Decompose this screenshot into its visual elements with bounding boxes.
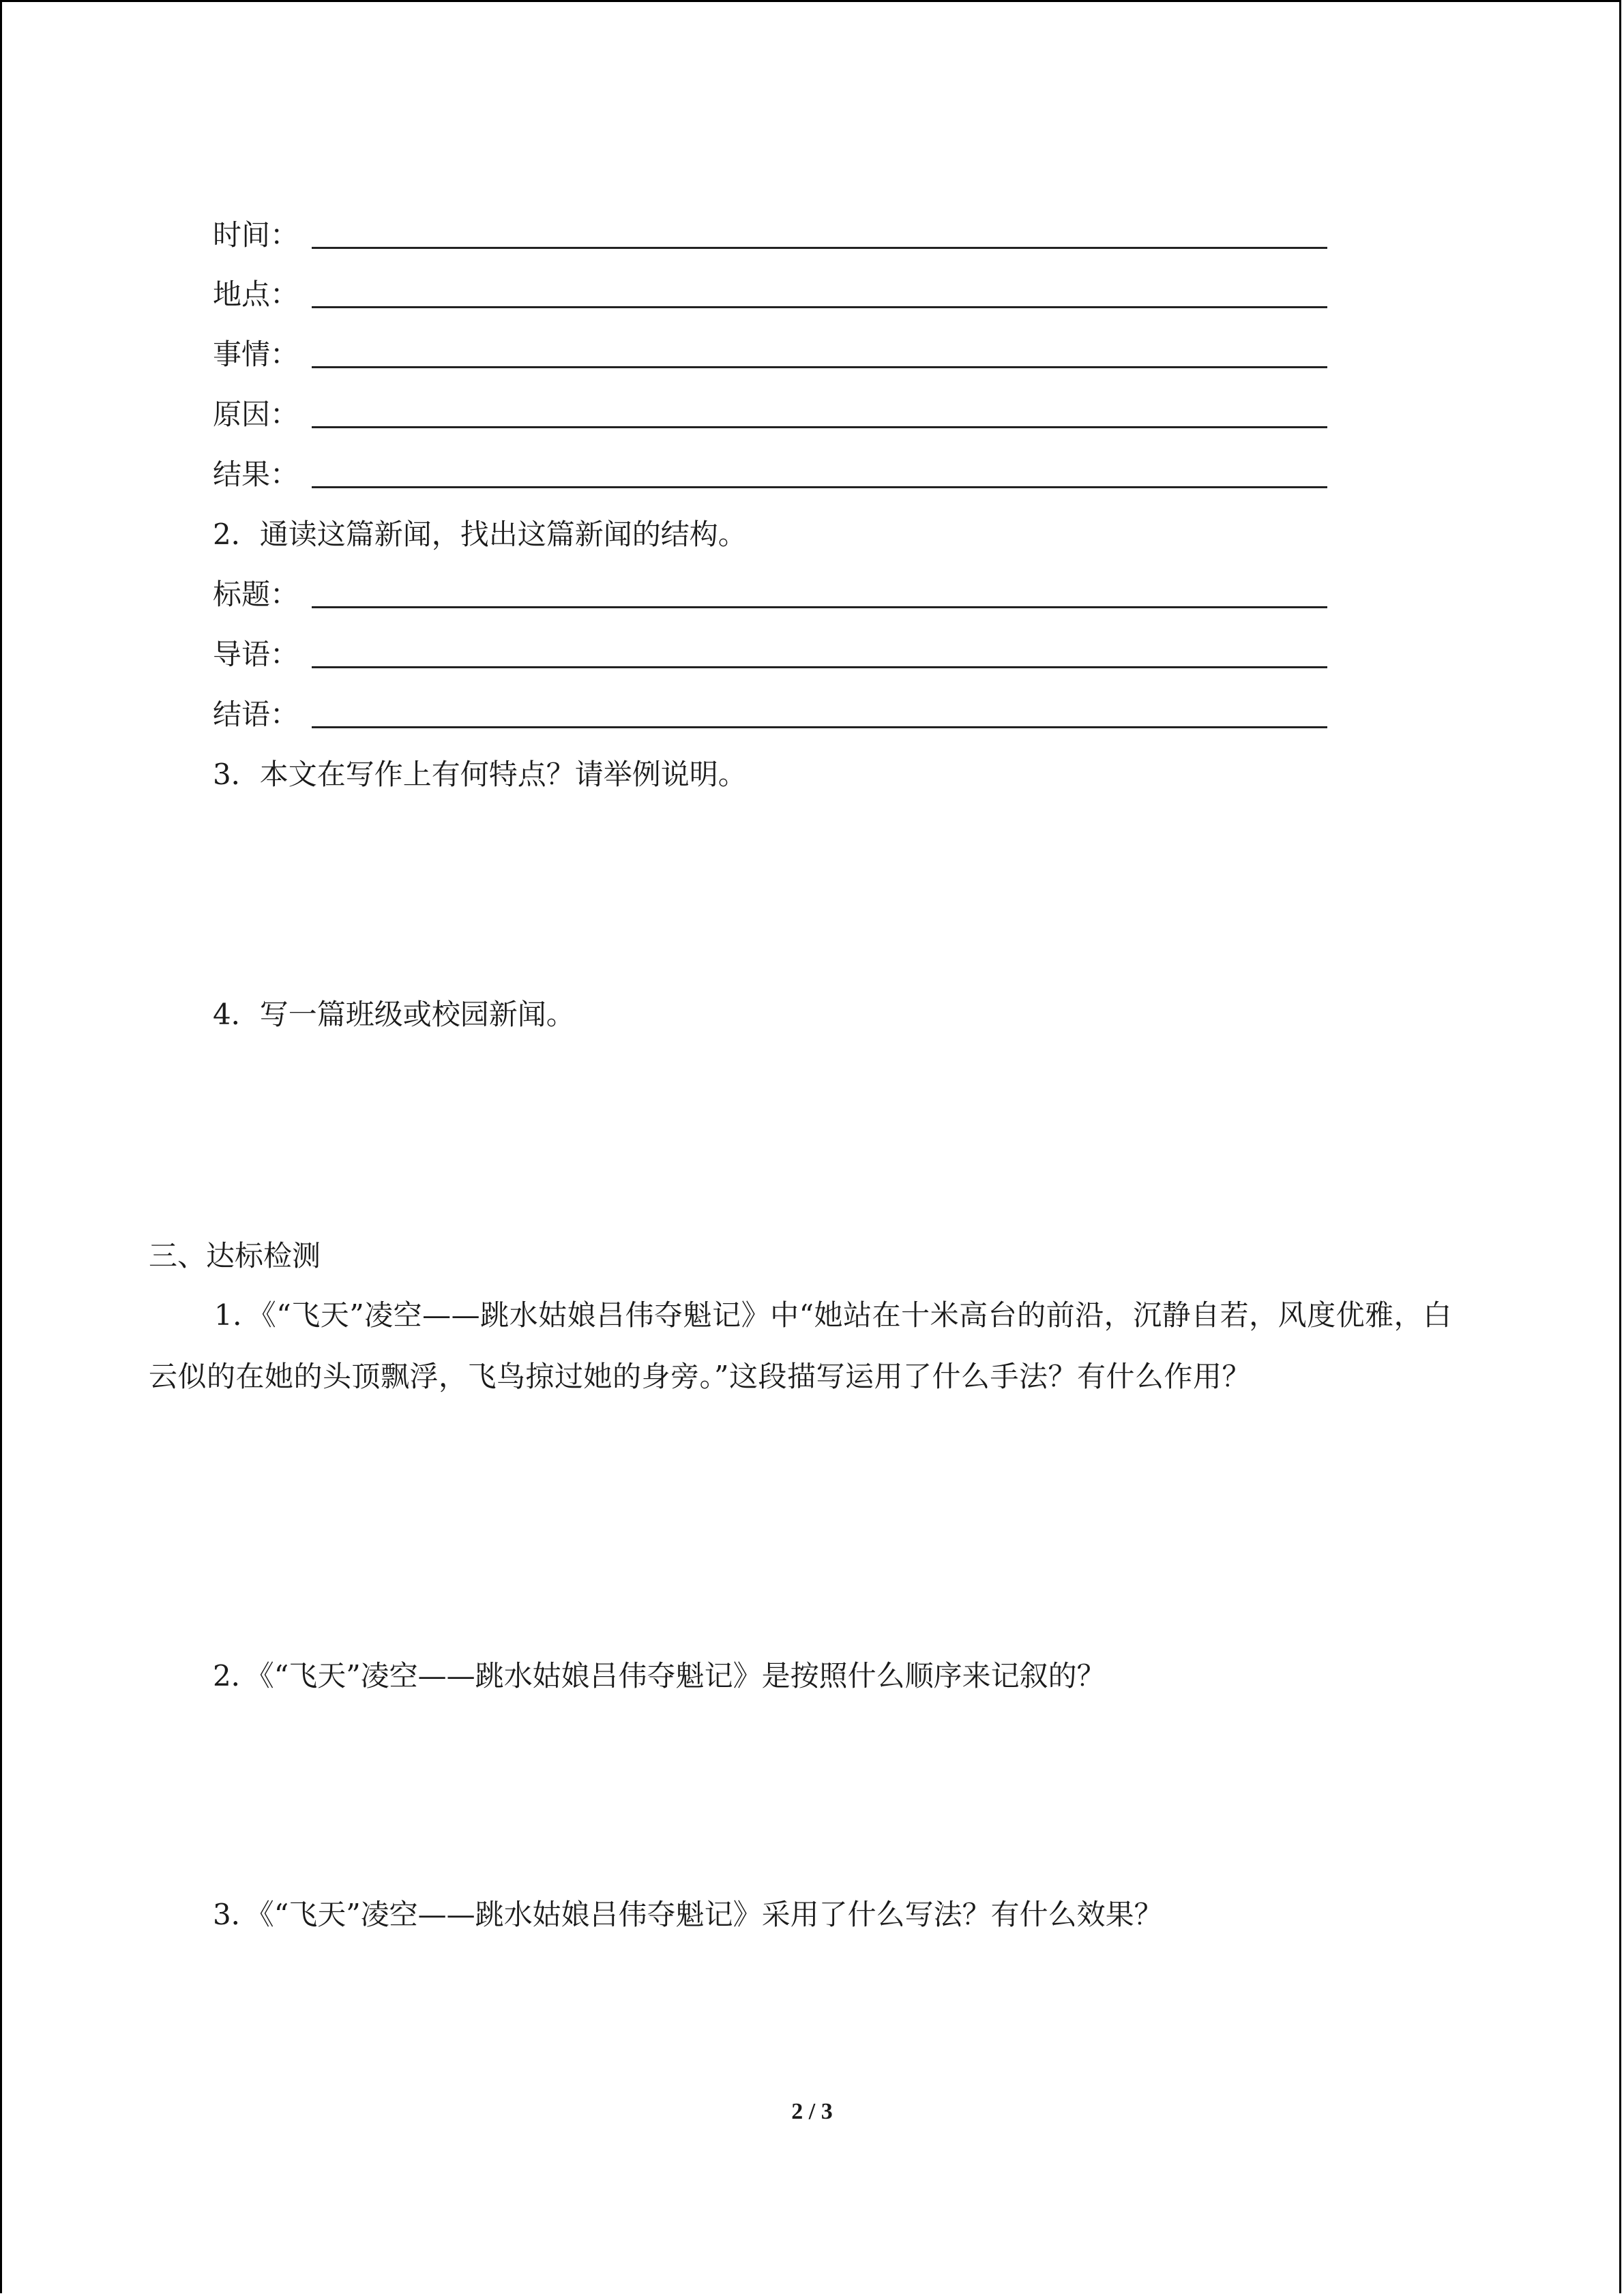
answer-blank-line[interactable] — [312, 666, 1327, 668]
field-label: 标题： — [213, 578, 299, 611]
question-2: 2．通读这篇新闻，找出这篇新闻的结构。 — [213, 518, 747, 551]
field-lead — [213, 634, 1327, 675]
field-label: 事情： — [213, 338, 299, 371]
answer-blank-line[interactable] — [312, 486, 1327, 488]
question-4: 4．写一篇班级或校园新闻。 — [213, 998, 575, 1031]
field-label: 地点： — [213, 278, 299, 311]
field-headline — [213, 574, 1327, 615]
field-time — [213, 215, 1327, 256]
page-number: 2 / 3 — [791, 2099, 833, 2124]
field-place — [213, 274, 1327, 315]
field-label: 结语： — [213, 698, 299, 731]
field-event — [213, 334, 1327, 375]
section3-question-3: 3．《“飞天”凌空——跳水姑娘吕伟夺魁记》采用了什么写法？有什么效果？ — [213, 1898, 1163, 1931]
answer-blank-line[interactable] — [312, 247, 1327, 249]
question-3: 3．本文在写作上有何特点？请举例说明。 — [213, 758, 747, 791]
section3-question-1: 1．《“飞天”凌空——跳水姑娘吕伟夺魁记》中“她站在十米高台的前沿，沉静自若，风度优雅，白云似的在她的头顶飘浮，飞鸟掠过她的身旁。”这段描写运用了什么手法？有什么作用？ — [149, 1298, 1452, 1393]
field-label: 原因： — [213, 398, 299, 431]
answer-blank-line[interactable] — [312, 606, 1327, 608]
answer-blank-line[interactable] — [312, 726, 1327, 728]
field-label: 时间： — [213, 218, 299, 252]
field-result — [213, 454, 1327, 495]
answer-blank-line[interactable] — [312, 366, 1327, 368]
answer-blank-line[interactable] — [312, 426, 1327, 428]
answer-blank-line[interactable] — [312, 306, 1327, 308]
section3-question-2: 2．《“飞天”凌空——跳水姑娘吕伟夺魁记》是按照什么顺序来记叙的？ — [213, 1659, 1106, 1693]
field-label: 导语： — [213, 638, 299, 671]
field-label: 结果： — [213, 458, 299, 491]
field-reason — [213, 394, 1327, 435]
field-ending — [213, 694, 1327, 735]
section-heading: 三、达标检测 — [149, 1239, 321, 1272]
